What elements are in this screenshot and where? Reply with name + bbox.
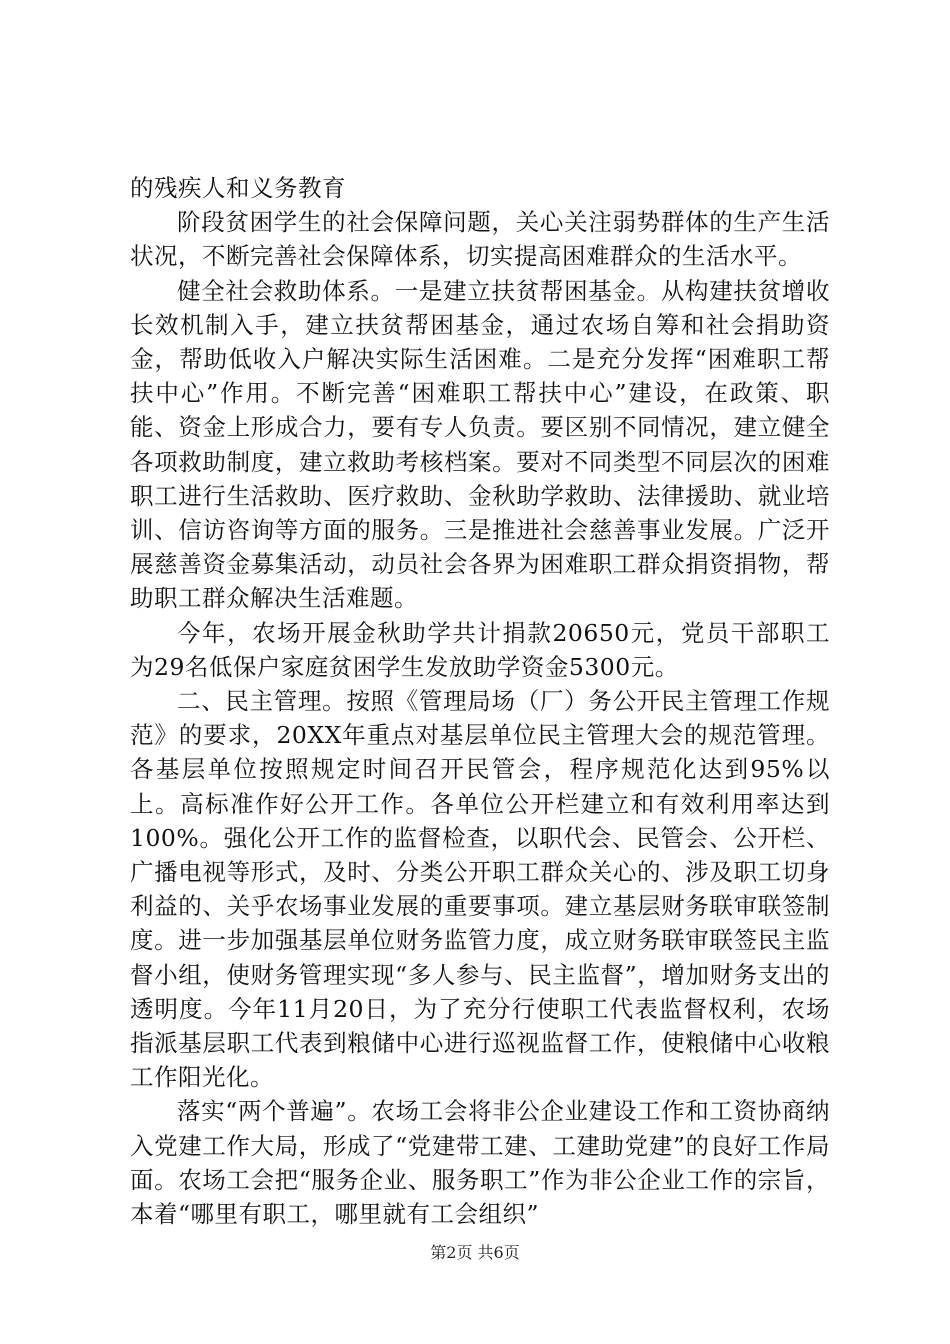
paragraph-2: 阶段贫困学生的社会保障问题，关心关注弱势群体的生产生活状况，不断完善社会保障体系，切实提高困难群众的生活水平。 <box>130 208 830 271</box>
paragraph-3: 健全社会救助体系。一是建立扶贫帮困基金。从构建扶贫增收长效机制入手，建立扶贫帮困基金，通过农场自筹和社会捐助资金，帮助低收入户解决实际生活困难。二是充分发挥“困难职工帮扶中心”作用。不断完善“困难职工帮扶中心”建设，在政策、职能、资金上形成合力，要有专人负责。要区别不同情况，建立健全各项救助制度，建立救助考核档案。要对不同类型不同层次的困难职工进行生活救助、医疗救助、金秋助学救助、法律援助、就业培训、信访咨询等方面的服务。三是推进社会慈善事业发展。广泛开展慈善资金募集活动，动员社会各界为困难职工群众捐资捐物，帮助职工群众解决生活难题。 <box>130 276 830 613</box>
document-body <box>130 171 830 1231</box>
paragraph-5: 二、民主管理。按照《管理局场（厂）务公开民主管理工作规范》的要求，20XX年重点对基层单位民主管理大会的规范管理。各基层单位按照规定时间召开民管会，程序规范化达到95%以上。高标准作好公开工作。各单位公开栏建立和有效利用率达到100%。强化公开工作的监督检查，以职代会、民管会、公开栏、广播电视等形式，及时、分类公开职工群众关心的、涉及职工切身利益的、关乎农场事业发展的重要事项。建立基层财务联审联签制度。进一步加强基层单位财务监管力度，成立财务联审联签民主监督小组，使财务管理实现“多人参与、民主监督”，增加财务支出的透明度。今年11月20日，为了充分行使职工代表监督权利，农场指派基层职工代表到粮储中心进行巡视监督工作，使粮储中心收粮工作阳光化。 <box>130 687 830 1092</box>
paragraph-1: 的残疾人和义务教育 <box>130 174 346 202</box>
paragraph-6: 落实“两个普遍”。农场工会将非公企业建设工作和工资协商纳入党建工作大局，形成了“党建带工建、工建助党建”的良好工作局面。农场工会把“服务企业、服务职工”作为非公企业工作的宗旨，本着“哪里有职工，哪里就有工会组织” <box>130 1097 830 1229</box>
page-number-label: 第2页 共6页 <box>430 1243 520 1262</box>
paragraph-4: 今年，农场开展金秋助学共计捐款20650元，党员干部职工为29名低保户家庭贫困学生发放助学资金5300元。 <box>130 618 830 681</box>
page-footer <box>0 1243 950 1263</box>
